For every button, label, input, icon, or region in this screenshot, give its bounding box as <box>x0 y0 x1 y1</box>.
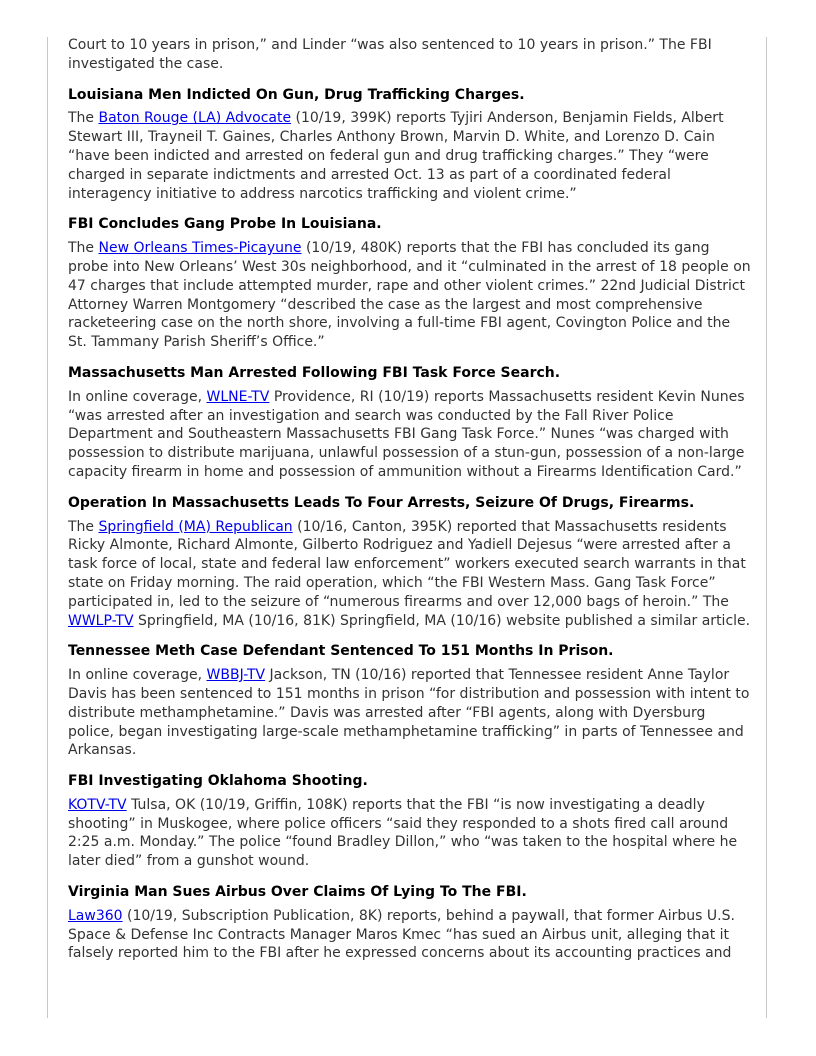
article-gang-probe-louisiana <box>68 215 753 352</box>
article-body <box>68 907 753 963</box>
article-massachusetts-arrest <box>68 364 753 482</box>
article-headline: Louisiana Men Indicted On Gun, Drug Trafficking Charges. <box>68 86 525 103</box>
article-body <box>68 388 753 482</box>
source-link[interactable]: New Orleans Times-Picayune <box>98 240 302 257</box>
article-massachusetts-operation <box>68 494 753 631</box>
article-tennessee-meth <box>68 642 753 760</box>
body-text: (10/19, Subscription Publication, 8K) reports, behind a paywall, that former Airbus U.S. Space & Defense Inc Contracts Manager Maros Kmec “has sued an Airbus unit, alleging that it falsely reported him to the FBI after he expressed concerns about its accounting practices and <box>68 907 735 962</box>
body-text: (10/19, 399K) reports Tyjiri Anderson, Benjamin Fields, Albert Stewart III, Trayneil T. Gaines, Charles Anthony Brown, Marvin D. White, and Lorenzo D. Cain “have been indicted and arrested on federal gun and drug trafficking charges.” They “were charged in separate indictments and arrested Oct. 13 as part of a coordinated federal interagency initiative to address narcotics trafficking and violent crime.” <box>68 110 724 202</box>
source-link[interactable]: WBBJ-TV <box>206 667 266 684</box>
article-headline: FBI Concludes Gang Probe In Louisiana. <box>68 216 382 233</box>
body-text: (10/16, Canton, 395K) reported that Massachusetts residents Ricky Almonte, Richard Almonte, Gilberto Rodriguez and Yadiell Dejesus “were arrested after a task force of local, state and federal law enforcement” workers executed search warrants in that state on Friday morning. The raid operation, which “the FBI Western Mass. Gang Task Force” participated in, led to the seizure of “numerous firearms and over 12,000 bags of heroin.” The <box>68 518 746 610</box>
article-body <box>68 239 753 352</box>
article-headline: Virginia Man Sues Airbus Over Claims Of Lying To The FBI. <box>68 884 527 901</box>
body-text: In online coverage, <box>68 388 207 405</box>
body-text: (10/19, 480K) reports that the FBI has concluded its gang probe into New Orleans’ West 30s neighborhood, and it “culminated in the arrest of 18 people on 47 charges that include attempted murder, rape and other violent crimes.” 22nd Judicial District Attorney Warren Montgomery “described the case as the largest and most comprehensive racketeering case on the north shore, involving a full-time FBI agent, Covington Police and the St. Tammany Parish Sheriff’s Office.” <box>68 240 751 351</box>
body-text: The <box>68 240 99 257</box>
article-headline: FBI Investigating Oklahoma Shooting. <box>68 773 368 790</box>
document-body <box>68 36 753 975</box>
article-body <box>68 109 753 203</box>
source-link[interactable]: Springfield (MA) Republican <box>98 518 293 535</box>
source-link[interactable]: KOTV-TV <box>68 796 127 813</box>
source-link[interactable]: Baton Rouge (LA) Advocate <box>98 110 292 127</box>
lead-in-paragraph: Court to 10 years in prison,” and Linder “was also sentenced to 10 years in prison.” The FBI investigated the case. <box>68 37 712 72</box>
article-airbus-lawsuit <box>68 883 753 963</box>
body-text: Tulsa, OK (10/19, Griffin, 108K) reports that the FBI “is now investigating a deadly shooting” in Muskogee, where police officers “said they responded to a shots fired call around 2:25 a.m. Monday.” The police “found Bradley Dillon,” who “was taken to the hospital where he later died” from a gunshot wound. <box>68 796 738 870</box>
article-headline: Massachusetts Man Arrested Following FBI Task Force Search. <box>68 364 561 381</box>
body-text: Providence, RI (10/19) reports Massachusetts resident Kevin Nunes “was arrested after an investigation and search was conducted by the Fall River Police Department and Southeastern Massachusetts FBI Gang Task Force.” Nunes “was charged with possession to distribute marijuana, unlawful possession of a stun-gun, possession of a non-large capacity firearm in home and possession of ammunition without a Firearms Identification Card.” <box>68 388 745 480</box>
article-headline: Tennessee Meth Case Defendant Sentenced To 151 Months In Prison. <box>68 643 614 660</box>
source-link-secondary[interactable]: WWLP-TV <box>68 612 134 629</box>
body-text: Springfield, MA (10/16, 81K) Springfield, MA (10/16) website published a similar article. <box>133 612 751 629</box>
source-link[interactable]: WLNE-TV <box>206 388 270 405</box>
article-body <box>68 518 753 631</box>
article-body <box>68 796 753 871</box>
body-text: Jackson, TN (10/16) reported that Tennessee resident Anne Taylor Davis has been sentenced to 151 months in prison “for distribution and possession with intent to distribute methamphetamine.” Davis was arrested after “FBI agents, along with Dyersburg police, began investigating large-scale methamphetamine trafficking” in parts of Tennessee and Arkansas. <box>68 667 750 759</box>
body-text: The <box>68 518 99 535</box>
article-louisiana-indictment <box>68 86 753 204</box>
article-oklahoma-shooting <box>68 772 753 871</box>
body-text: The <box>68 110 99 127</box>
body-text: In online coverage, <box>68 667 207 684</box>
article-body <box>68 666 753 760</box>
article-headline: Operation In Massachusetts Leads To Four Arrests, Seizure Of Drugs, Firearms. <box>68 494 695 511</box>
source-link[interactable]: Law360 <box>68 907 123 924</box>
